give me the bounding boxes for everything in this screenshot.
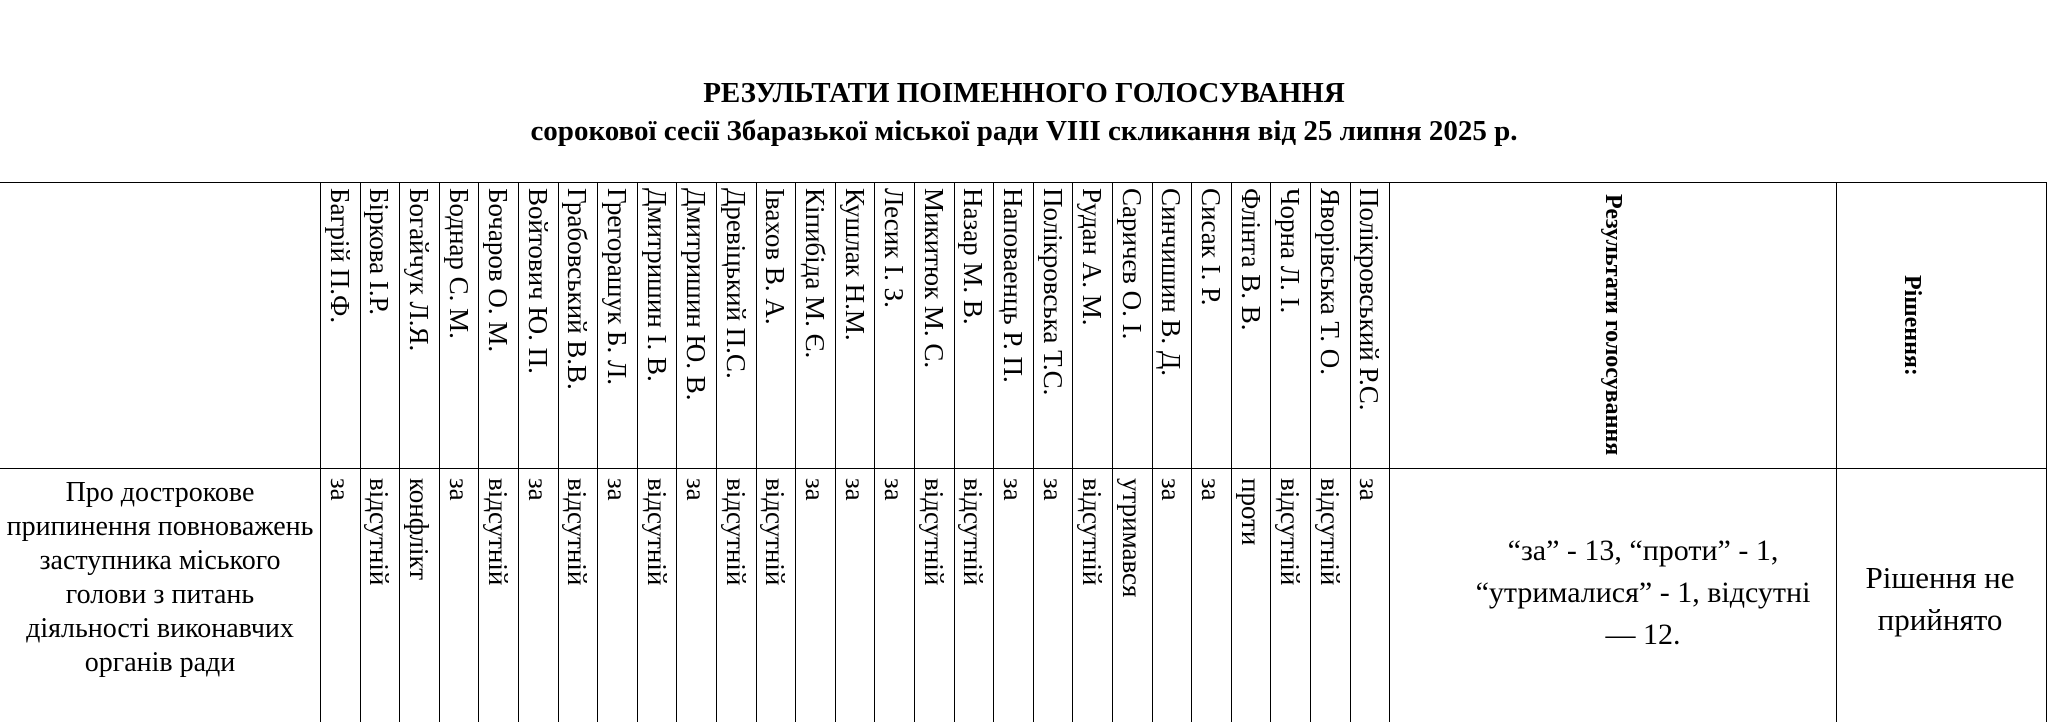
table-border-right bbox=[2046, 182, 2047, 722]
vote-cell: відсутній bbox=[760, 478, 790, 586]
vote-cell: відсутній bbox=[1077, 478, 1107, 586]
column-divider bbox=[874, 182, 875, 722]
column-divider bbox=[597, 182, 598, 722]
column-divider bbox=[320, 182, 321, 722]
member-name: Кіпибіда М. Є. bbox=[800, 188, 830, 359]
vote-cell: відсутній bbox=[483, 478, 513, 586]
column-divider bbox=[795, 182, 796, 722]
member-name: Рудан А. М. bbox=[1077, 188, 1107, 326]
column-divider bbox=[1836, 182, 1837, 722]
member-name: Боднар С. М. bbox=[444, 188, 474, 339]
vote-cell: відсутній bbox=[1315, 478, 1345, 586]
vote-cell: проти bbox=[1236, 478, 1266, 546]
column-divider bbox=[399, 182, 400, 722]
member-name: Біркова І.Р. bbox=[364, 188, 394, 316]
member-name: Сисак І. Р. bbox=[1196, 188, 1226, 306]
column-divider bbox=[518, 182, 519, 722]
member-name: Бочаров О. М. bbox=[483, 188, 513, 353]
column-divider bbox=[1072, 182, 1073, 722]
column-divider bbox=[1152, 182, 1153, 722]
voting-result: “за” - 13, “проти” - 1, “утрималися” - 1, відсутні — 12. bbox=[1475, 534, 1811, 651]
column-divider bbox=[993, 182, 994, 722]
member-name: Полікровський Р.С. bbox=[1354, 188, 1384, 411]
member-name: Грабовський В.В. bbox=[562, 188, 592, 390]
column-divider bbox=[914, 182, 915, 722]
column-divider bbox=[1033, 182, 1034, 722]
vote-cell: за bbox=[444, 478, 474, 501]
member-name: Древіцький П.С. bbox=[721, 188, 751, 379]
member-name: Полікровська Т.С. bbox=[1038, 188, 1068, 396]
column-divider bbox=[1310, 182, 1311, 722]
table-border-top bbox=[0, 182, 2046, 183]
table-row-divider bbox=[0, 468, 2046, 469]
column-divider bbox=[954, 182, 955, 722]
vote-cell: за bbox=[325, 478, 355, 501]
member-name: Назар М. В. bbox=[958, 188, 988, 325]
member-name: Саричєв О. І. bbox=[1117, 188, 1147, 340]
column-divider bbox=[1231, 182, 1232, 722]
vote-cell: за bbox=[1196, 478, 1226, 501]
member-name: Войтович Ю. П. bbox=[523, 188, 553, 374]
vote-cell: за bbox=[602, 478, 632, 501]
vote-cell: відсутній bbox=[1275, 478, 1305, 586]
member-name: Чорна Л. І. bbox=[1275, 188, 1305, 314]
vote-cell: за bbox=[840, 478, 870, 501]
vote-cell: за bbox=[523, 478, 553, 501]
member-name: Наповаенць Р. П. bbox=[998, 188, 1028, 383]
vote-cell: відсутній bbox=[562, 478, 592, 586]
document-title: РЕЗУЛЬТАТИ ПОІМЕННОГО ГОЛОСУВАННЯ bbox=[703, 77, 1345, 109]
column-divider bbox=[1270, 182, 1271, 722]
vote-cell: відсутній bbox=[642, 478, 672, 586]
results-header: Результати голосування bbox=[1600, 194, 1626, 456]
column-divider bbox=[756, 182, 757, 722]
member-name: Грегорашук Б. Л. bbox=[602, 188, 632, 386]
member-name: Багрій П.Ф. bbox=[325, 188, 355, 324]
decision-text: Рішення не прийнято bbox=[1865, 560, 2015, 637]
vote-cell: за bbox=[1354, 478, 1384, 501]
column-divider bbox=[1112, 182, 1113, 722]
member-name: Яворівська Т. О. bbox=[1315, 188, 1345, 375]
member-name: Микитюк М. С. bbox=[919, 188, 949, 369]
vote-cell: за bbox=[998, 478, 1028, 501]
vote-cell: конфлікт bbox=[404, 478, 434, 581]
vote-cell: відсутній bbox=[958, 478, 988, 586]
vote-cell: за bbox=[681, 478, 711, 501]
column-divider bbox=[716, 182, 717, 722]
column-divider bbox=[637, 182, 638, 722]
document-subtitle: сорокової сесії Збаразької міської ради VIII скликання від 25 липня 2025 р. bbox=[530, 115, 1518, 147]
column-divider bbox=[1350, 182, 1351, 722]
vote-cell: відсутній bbox=[721, 478, 751, 586]
member-name: Івахов В. А. bbox=[760, 188, 790, 325]
vote-cell: за bbox=[1038, 478, 1068, 501]
column-divider bbox=[360, 182, 361, 722]
column-divider bbox=[558, 182, 559, 722]
vote-cell: за bbox=[879, 478, 909, 501]
column-divider bbox=[439, 182, 440, 722]
vote-cell: за bbox=[1156, 478, 1186, 501]
vote-cell: за bbox=[800, 478, 830, 501]
member-name: Богайчук Л.Я. bbox=[404, 188, 434, 352]
motion-text: Про дострокове припинення повноважень заступника міського голови з питань діяльності виконавчих органів ради bbox=[6, 477, 314, 678]
column-divider bbox=[478, 182, 479, 722]
member-name: Дмитришин Ю. В. bbox=[681, 188, 711, 401]
vote-cell: відсутній bbox=[364, 478, 394, 586]
member-name: Флінта В. В. bbox=[1236, 188, 1266, 331]
column-divider bbox=[835, 182, 836, 722]
member-name: Лесик І. З. bbox=[879, 188, 909, 308]
decision-header: Рішення: bbox=[1899, 274, 1925, 376]
column-divider bbox=[1389, 182, 1390, 722]
member-name: Кушлак Н.М. bbox=[840, 188, 870, 341]
member-name: Дмитришин І. В. bbox=[642, 188, 672, 382]
vote-cell: утримався bbox=[1117, 478, 1147, 598]
member-name: Синчишин В. Д. bbox=[1156, 188, 1186, 377]
column-divider bbox=[1191, 182, 1192, 722]
vote-cell: відсутній bbox=[919, 478, 949, 586]
column-divider bbox=[676, 182, 677, 722]
